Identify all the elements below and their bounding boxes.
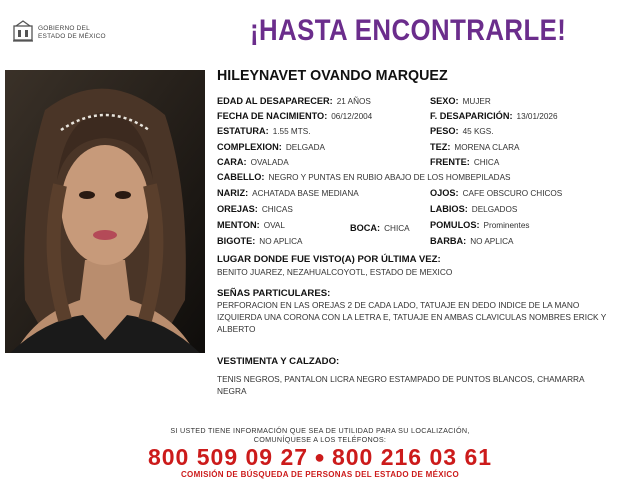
field-value: DELGADA xyxy=(285,143,325,152)
person-name: HILEYNAVET OVANDO MARQUEZ xyxy=(217,67,448,84)
field-value: CHICAS xyxy=(261,205,293,214)
field-label: SEXO: xyxy=(430,96,459,106)
field-label: ESTATURA: xyxy=(217,126,269,136)
field-label: BOCA: xyxy=(350,223,381,233)
field-label: COMPLEXION: xyxy=(217,142,282,152)
field-peso xyxy=(430,126,494,136)
field-value: CHICA xyxy=(384,224,410,233)
field-value: 1.55 MTS. xyxy=(272,127,311,136)
field-label: BIGOTE: xyxy=(217,236,256,246)
field-nariz xyxy=(217,188,359,198)
field-label: EDAD AL DESAPARECER: xyxy=(217,96,333,106)
field-value: CHICA xyxy=(473,158,500,167)
separator-dot-icon: ● xyxy=(314,447,326,467)
field-label: POMULOS: xyxy=(430,220,480,230)
person-photo xyxy=(5,70,205,353)
footer-note-1: SI USTED TIENE INFORMACIÓN QUE SEA DE UTILIDAD PARA SU LOCALIZACIÓN, xyxy=(170,426,470,435)
field-value: CAFE OBSCURO CHICOS xyxy=(462,189,563,198)
phone-number-1[interactable]: 800 509 09 27 xyxy=(147,444,309,470)
commission-name: COMISIÓN DE BÚSQUEDA DE PERSONAS DEL ESTADO DE MÉXICO xyxy=(180,470,459,479)
field-value: 13/01/2026 xyxy=(516,112,558,121)
logo-line-2: ESTADO DE MÉXICO xyxy=(38,33,106,40)
last-seen-text: BENITO JUAREZ, NEZAHUALCOYOTL, ESTADO DE MEXICO xyxy=(217,267,453,277)
field-menton xyxy=(217,220,285,230)
field-label: LABIOS: xyxy=(430,204,468,214)
field-orejas xyxy=(217,204,293,214)
field-label: NARIZ: xyxy=(217,188,249,198)
field-value: ACHATADA BASE MEDIANA xyxy=(252,189,359,198)
field-value: 21 AÑOS xyxy=(336,97,371,106)
field-fecha-nacimiento xyxy=(217,111,372,121)
phone-number-2[interactable]: 800 216 03 61 xyxy=(331,444,493,470)
field-sexo xyxy=(430,96,491,106)
field-value: DELGADOS xyxy=(471,205,518,214)
particulars-text: PERFORACION EN LAS OREJAS 2 DE CADA LADO, TATUAJE EN DEDO INDICE DE LA MANO IZQUIERDA UNA CORONA CON LA LETRA E, TATUAJE EN AMBAS CLAVICULAS NOMBRES ERICK Y ALBERTO xyxy=(217,300,607,334)
field-pomulos xyxy=(430,220,529,230)
field-ojos xyxy=(430,188,562,198)
logo-line-1: GOBIERNO DEL xyxy=(38,25,90,32)
field-complexion xyxy=(217,142,325,152)
field-label: BARBA: xyxy=(430,236,467,246)
headline: ¡HASTA ENCONTRARLE! xyxy=(250,14,567,47)
portrait-illustration xyxy=(5,70,205,353)
field-barba xyxy=(430,236,513,246)
field-value: 06/12/2004 xyxy=(331,112,373,121)
clothing-text: TENIS NEGROS, PANTALON LICRA NEGRO ESTAMPADO DE PUNTOS BLANCOS, CHAMARRA NEGRA xyxy=(217,374,585,396)
phone-numbers xyxy=(0,444,640,471)
field-label: MENTON: xyxy=(217,220,260,230)
field-label: F. DESAPARICIÓN: xyxy=(430,111,513,121)
field-value: NO APLICA xyxy=(470,237,514,246)
field-value: MUJER xyxy=(462,97,491,106)
field-bigote xyxy=(217,236,303,246)
field-label: CARA: xyxy=(217,157,247,167)
field-estatura xyxy=(217,126,311,136)
field-cabello xyxy=(217,172,511,182)
field-value: 45 KGS. xyxy=(462,127,494,136)
field-value: NO APLICA xyxy=(259,237,303,246)
field-value: OVALADA xyxy=(250,158,289,167)
field-label: FECHA DE NACIMIENTO: xyxy=(217,111,328,121)
field-frente xyxy=(430,157,499,167)
clothing-title: VESTIMENTA Y CALZADO: xyxy=(217,356,340,367)
state-emblem-icon xyxy=(12,20,34,44)
field-label: CABELLO: xyxy=(217,172,265,182)
field-label: FRENTE: xyxy=(430,157,470,167)
field-tez xyxy=(430,142,519,152)
field-value: Prominentes xyxy=(483,221,530,230)
field-fecha-desaparicion xyxy=(430,111,558,121)
field-label: PESO: xyxy=(430,126,459,136)
field-value: NEGRO Y PUNTAS EN RUBIO ABAJO DE LOS HOMBEPILADAS xyxy=(268,173,511,182)
field-labios xyxy=(430,204,517,214)
field-value: MORENA CLARA xyxy=(454,143,520,152)
field-boca xyxy=(350,223,410,233)
field-label: TEZ: xyxy=(430,142,451,152)
field-label: OJOS: xyxy=(430,188,459,198)
field-label: OREJAS: xyxy=(217,204,258,214)
field-edad xyxy=(217,96,371,106)
government-logo xyxy=(12,20,132,46)
last-seen-title: LUGAR DONDE FUE VISTO(A) POR ÚLTIMA VEZ: xyxy=(217,254,441,265)
particulars-title: SEÑAS PARTICULARES: xyxy=(217,288,331,299)
field-cara xyxy=(217,157,289,167)
footer-note-2: COMUNÍQUESE A LOS TELÉFONOS: xyxy=(253,435,387,444)
field-value: OVAL xyxy=(263,221,285,230)
